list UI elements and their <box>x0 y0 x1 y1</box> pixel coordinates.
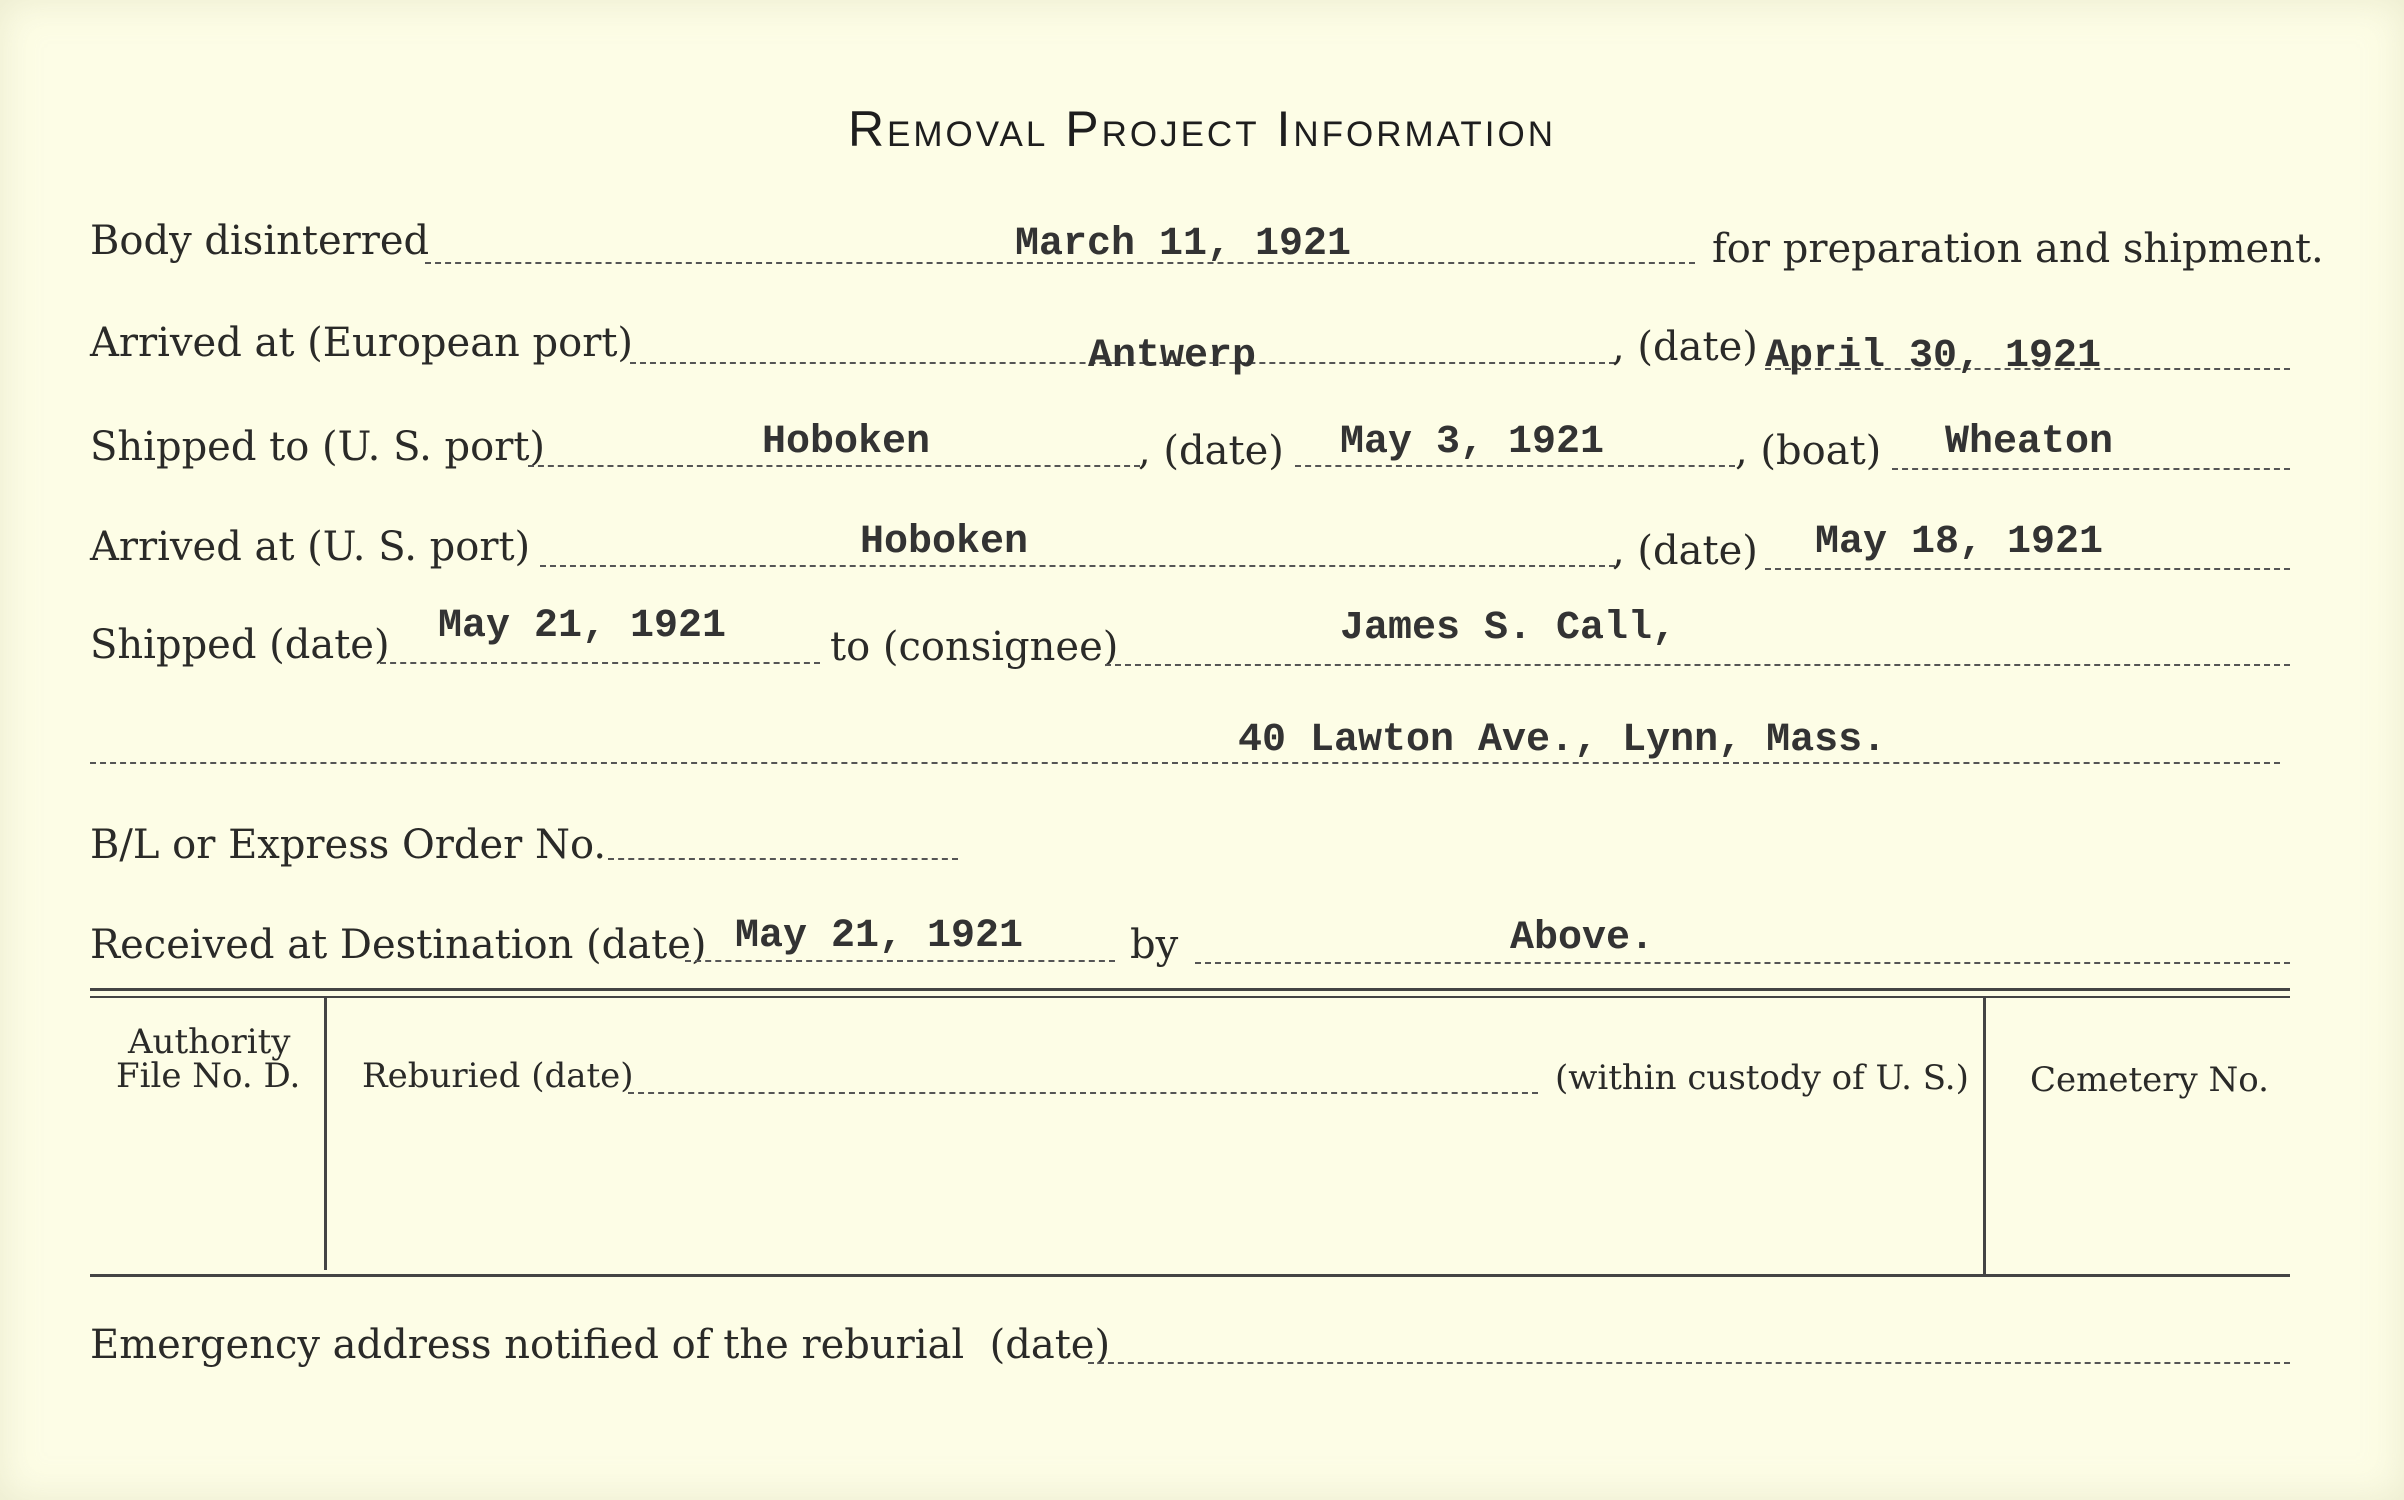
reburied-line <box>628 1092 1538 1094</box>
arrived-us-date-line <box>1765 568 2290 570</box>
arrived-us-port: Hoboken <box>860 520 1029 565</box>
received-by-value: Above. <box>1510 916 1655 961</box>
emergency-label: Emergency address notified of the reburial (date) <box>90 1322 1111 1368</box>
body-disinterred-value: March 11, 1921 <box>1015 222 1352 267</box>
bl-order-label: B/L or Express Order No. <box>90 822 607 868</box>
bl-order-line <box>608 858 958 860</box>
shipped-us-label: Shipped to (U. S. port) <box>90 424 545 470</box>
received-by-line <box>1195 962 2290 964</box>
body-disinterred-suffix: for preparation and shipment. <box>1712 226 2324 272</box>
consignee-line <box>1105 664 2290 666</box>
arrived-european-date-label: , (date) <box>1612 324 1758 370</box>
arrived-european-date: April 30, 1921 <box>1765 334 2102 379</box>
consignee-value: James S. Call, <box>1340 606 1677 651</box>
left-column-divider <box>324 998 327 1270</box>
arrived-us-label: Arrived at (U. S. port) <box>90 524 531 570</box>
right-column-divider <box>1983 998 1986 1276</box>
cemetery-label: Cemetery No. <box>2030 1060 2269 1100</box>
arrived-us-date: May 18, 1921 <box>1815 520 2104 565</box>
shipped-us-boat-line <box>1892 468 2290 470</box>
authority-label-line2: File No. D. <box>116 1056 301 1096</box>
shipped-us-date: May 3, 1921 <box>1340 420 1605 465</box>
shipped-date-line <box>380 662 820 664</box>
consignee-label: to (consignee) <box>830 624 1119 670</box>
shipped-us-boat: Wheaton <box>1945 420 2114 465</box>
arrived-us-port-line <box>540 565 1615 567</box>
custody-label: (within custody of U. S.) <box>1555 1058 1969 1098</box>
reburied-label: Reburied (date) <box>362 1056 634 1096</box>
shipped-date-label: Shipped (date) <box>90 622 390 668</box>
shipped-us-port: Hoboken <box>762 420 931 465</box>
shipped-date-value: May 21, 1921 <box>438 604 727 649</box>
address-value: 40 Lawton Ave., Lynn, Mass. <box>1238 718 1887 763</box>
received-date: May 21, 1921 <box>735 914 1024 959</box>
shipped-us-port-line <box>528 465 1140 467</box>
shipped-us-boat-label: , (boat) <box>1735 428 1882 474</box>
address-line <box>90 762 2280 764</box>
arrived-european-label: Arrived at (European port) <box>90 320 634 366</box>
received-by-label: by <box>1130 922 1179 968</box>
upper-rule-2 <box>90 996 2290 998</box>
lower-rule <box>90 1274 2290 1277</box>
received-label: Received at Destination (date) <box>90 922 707 968</box>
arrived-us-date-label: , (date) <box>1612 528 1758 574</box>
upper-rule <box>90 988 2290 991</box>
page-title: Removal Project Information <box>847 101 1557 157</box>
shipped-us-date-line <box>1295 465 1735 467</box>
emergency-line <box>1088 1362 2290 1364</box>
received-date-line <box>685 960 1115 962</box>
authority-label-line1: Authority <box>128 1022 291 1062</box>
body-disinterred-label: Body disinterred <box>90 218 430 264</box>
arrived-european-port: Antwerp <box>1088 334 1257 379</box>
shipped-us-date-label: , (date) <box>1138 428 1284 474</box>
